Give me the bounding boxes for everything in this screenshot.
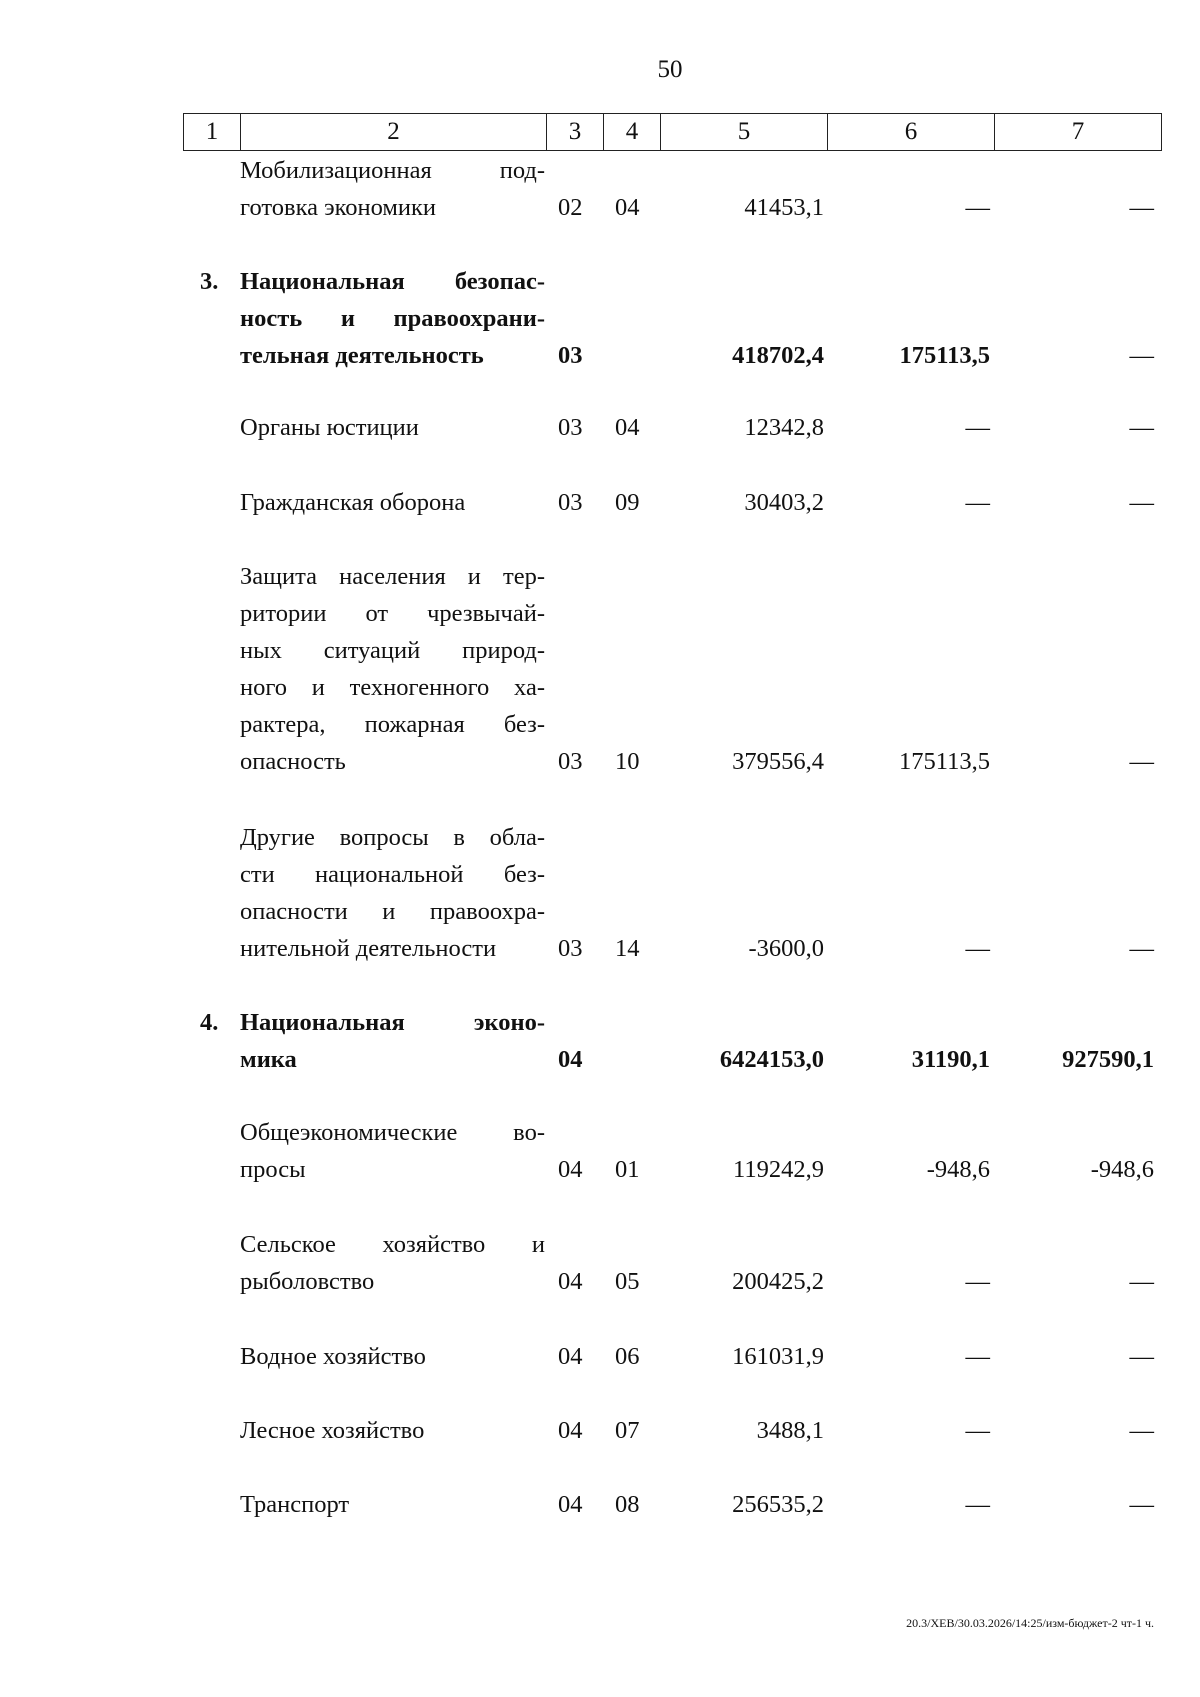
row-number: 3.: [200, 268, 219, 295]
cell-col-4: 04: [615, 414, 640, 441]
cell-col-4: 04: [615, 194, 640, 221]
cell-col-6: —: [965, 1268, 990, 1295]
cell-col-7: —: [1129, 194, 1154, 221]
row-name-line: ных ситуаций природ-: [240, 637, 545, 664]
cell-col-6: 31190,1: [911, 1046, 990, 1073]
cell-col-7: —: [1129, 414, 1154, 441]
row-name-line: Гражданская оборона: [240, 489, 466, 516]
cell-col-4: 06: [615, 1343, 640, 1370]
cell-col-6: —: [965, 1491, 990, 1518]
cell-col-4: 05: [615, 1268, 640, 1295]
row-name-line: опасности и правоохра-: [240, 898, 545, 925]
cell-col-3: 04: [558, 1046, 583, 1073]
cell-col-5: 200425,2: [732, 1268, 824, 1295]
row-name-line: Национальная эконо-: [240, 1009, 545, 1036]
cell-col-3: 03: [558, 748, 583, 775]
cell-col-3: 04: [558, 1268, 583, 1295]
column-header-2: 2: [241, 114, 547, 151]
cell-col-3: 02: [558, 194, 583, 221]
cell-col-3: 03: [558, 935, 583, 962]
document-footer: 20.3/ХЕВ/30.03.2026/14:25/изм-бюджет-2 чт-1 ч.: [906, 1616, 1154, 1630]
cell-col-7: —: [1129, 1417, 1154, 1444]
row-name: [240, 1486, 545, 1523]
cell-col-3: 04: [558, 1417, 583, 1444]
cell-col-6: -948,6: [926, 1156, 990, 1183]
row-name-line: готовка экономики: [240, 194, 437, 221]
column-header-1: 1: [184, 114, 241, 151]
cell-col-5: 30403,2: [744, 489, 824, 516]
row-name-line: Общеэкономические во-: [240, 1119, 545, 1146]
row-name: [240, 409, 545, 446]
row-name-line: ритории от чрезвычай-: [240, 600, 545, 627]
cell-col-6: —: [965, 1417, 990, 1444]
row-name-line: мика: [240, 1046, 297, 1073]
cell-col-4: 01: [615, 1156, 640, 1183]
page-number: 50: [657, 56, 683, 83]
cell-col-7: 927590,1: [1062, 1046, 1154, 1073]
row-name: [240, 1412, 545, 1449]
column-header-4: 4: [604, 114, 661, 151]
row-name-line: ность и правоохрани-: [240, 305, 545, 332]
cell-col-5: 41453,1: [744, 194, 824, 221]
cell-col-7: —: [1129, 1491, 1154, 1518]
row-name-line: Водное хозяйство: [240, 1343, 426, 1370]
cell-col-4: 10: [615, 748, 640, 775]
row-name-line: Сельское хозяйство и: [240, 1231, 545, 1258]
row-name-line: опасность: [240, 748, 346, 775]
cell-col-3: 04: [558, 1343, 583, 1370]
row-name-line: рыболовство: [240, 1268, 375, 1295]
cell-col-7: —: [1129, 1268, 1154, 1295]
row-name-line: просы: [240, 1156, 306, 1183]
cell-col-7: -948,6: [1090, 1156, 1154, 1183]
row-name-line: Защита населения и тер-: [240, 563, 545, 590]
cell-col-5: 418702,4: [732, 342, 824, 369]
cell-col-4: 09: [615, 489, 640, 516]
column-header-3: 3: [547, 114, 604, 151]
cell-col-5: 119242,9: [733, 1156, 824, 1183]
cell-col-4: 07: [615, 1417, 640, 1444]
cell-col-4: 08: [615, 1491, 640, 1518]
cell-col-6: —: [965, 414, 990, 441]
cell-col-6: —: [965, 935, 990, 962]
cell-col-6: —: [965, 194, 990, 221]
row-name-line: Другие вопросы в обла-: [240, 824, 545, 851]
cell-col-5: 161031,9: [732, 1343, 824, 1370]
row-name-line: Лесное хозяйство: [240, 1417, 425, 1444]
row-name-line: рактера, пожарная без-: [240, 711, 545, 738]
cell-col-4: 14: [615, 935, 640, 962]
row-name: [240, 1338, 545, 1375]
row-name: [240, 1226, 545, 1300]
row-name: [240, 484, 545, 521]
cell-col-5: 379556,4: [732, 748, 824, 775]
row-name: [240, 558, 545, 780]
cell-col-7: —: [1129, 748, 1154, 775]
cell-col-7: —: [1129, 489, 1154, 516]
cell-col-3: 03: [558, 414, 583, 441]
row-number: 4.: [200, 1009, 219, 1036]
cell-col-5: 12342,8: [744, 414, 824, 441]
row-name: [240, 152, 545, 226]
row-name: [240, 819, 545, 967]
cell-col-6: —: [965, 489, 990, 516]
row-name-line: Мобилизационная под-: [240, 157, 545, 184]
cell-col-7: —: [1129, 1343, 1154, 1370]
cell-col-3: 04: [558, 1156, 583, 1183]
cell-col-5: 256535,2: [732, 1491, 824, 1518]
row-name-line: ного и техногенного ха-: [240, 674, 545, 701]
cell-col-3: 04: [558, 1491, 583, 1518]
row-name-line: тельная деятельность: [240, 342, 484, 369]
cell-col-5: 3488,1: [756, 1417, 824, 1444]
cell-col-3: 03: [558, 489, 583, 516]
cell-col-7: —: [1129, 342, 1154, 369]
cell-col-6: 175113,5: [899, 748, 990, 775]
row-name-line: сти национальной без-: [240, 861, 545, 888]
row-name-line: нительной деятельности: [240, 935, 497, 962]
row-name: [240, 1114, 545, 1188]
cell-col-3: 03: [558, 342, 583, 369]
row-name: [240, 1004, 545, 1078]
cell-col-6: —: [965, 1343, 990, 1370]
row-name-line: Органы юстиции: [240, 414, 419, 441]
column-header-7: 7: [995, 114, 1162, 151]
cell-col-5: 6424153,0: [719, 1046, 824, 1073]
row-name-line: Национальная безопас-: [240, 268, 545, 295]
cell-col-7: —: [1129, 935, 1154, 962]
column-header-6: 6: [828, 114, 995, 151]
row-name-line: Транспорт: [240, 1491, 350, 1518]
row-name: [240, 263, 545, 374]
cell-col-6: 175113,5: [899, 342, 990, 369]
column-header-5: 5: [661, 114, 828, 151]
cell-col-5: -3600,0: [748, 935, 824, 962]
